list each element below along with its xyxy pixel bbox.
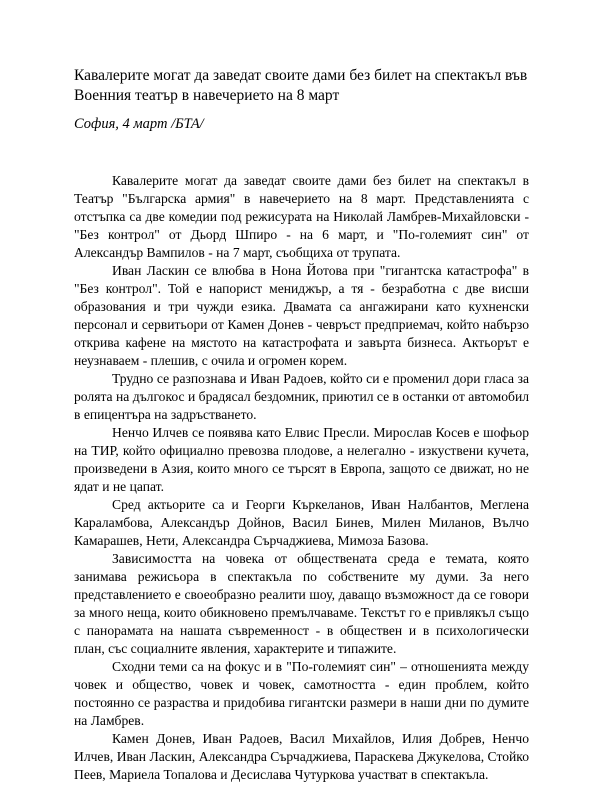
paragraph: Ненчо Илчев се появява като Елвис Пресли. Мирослав Косев е шофьор на ТИР, който официално превозва плодове, а нелегално - изкуствени кучета, произведени в Азия, които много се търсят в Европа, защото се движат, но не ядат и не цапат.: [74, 425, 529, 494]
paragraph: Трудно се разпознава и Иван Радоев, който си е променил дори гласа за ролята на дългокос и брадясал бездомник, приютил се в останки от автомобил в епицентъра на задръстването.: [74, 371, 529, 422]
paragraph: Камен Донев, Иван Радоев, Васил Михайлов, Илия Добрев, Ненчо Илчев, Иван Ласкин, Александра Сърчаджиева, Параскева Джукелова, Стойко Пеев, Мариела Топалова и Десислава Чутуркова участват в спектакъла.: [74, 731, 529, 782]
article-title: Кавалерите могат да заведат своите дами без билет на спектакъл във Военния театър в навечерието на 8 март: [74, 67, 528, 104]
article-body: [74, 172, 529, 784]
paragraph: Кавалерите могат да заведат своите дами без билет на спектакъл в Театър "Българска армия" в навечерието на 8 март. Представленията с отстъпка са две комедии под режисурата на Николай Ламбрев-Михайловски - "Без контрол" от Дьорд Шпиро - на 6 март, и "По-големият син" от Александър Вампилов - на 7 март, съобщиха от трупата.: [74, 173, 529, 260]
paragraph: Сред актьорите са и Георги Къркеланов, Иван Налбантов, Меглена Караламбова, Александър Дойнов, Васил Бинев, Милен Миланов, Вълчо Камарашев, Нети, Александра Сърчаджиева, Мимоза Базова.: [74, 497, 529, 548]
paragraph: Сходни теми са на фокус и в "По-големият син" – отношенията между човек и общество, човек и човек, самотността - един проблем, който постоянно се разраства и придобива гигантски размери в наши дни по думите на Ламбрев.: [74, 659, 529, 728]
article-dateline: София, 4 март /БТА/: [74, 116, 204, 132]
paragraph: Иван Ласкин се влюбва в Нона Йотова при "гигантска катастрофа" в "Без контрол". Той е напорист мениджър, а тя - безработна с две висши образования и три чужди езика. Двамата са ангажирани като кухненски персонал и сервитьори от Камен Донев - чевръст предприемач, който набързо открива кафене на мястото на катастрофата и завърта бизнеса. Актьорът е неузнаваем - плешив, с очила и огромен корем.: [74, 263, 529, 368]
paragraph: Зависимостта на човека от обществената среда е темата, която занимава режисьора в спектакъла по собствените му думи. За него представлението е своеобразно реалити шоу, даващо възможност да се говори за много неща, които обикновено премълчаваме. Текстът го е привлякъл също с панорамата на нашата съвременност - в обществен и в психологически план, със социалните явления, характерите и типажите.: [74, 551, 529, 656]
